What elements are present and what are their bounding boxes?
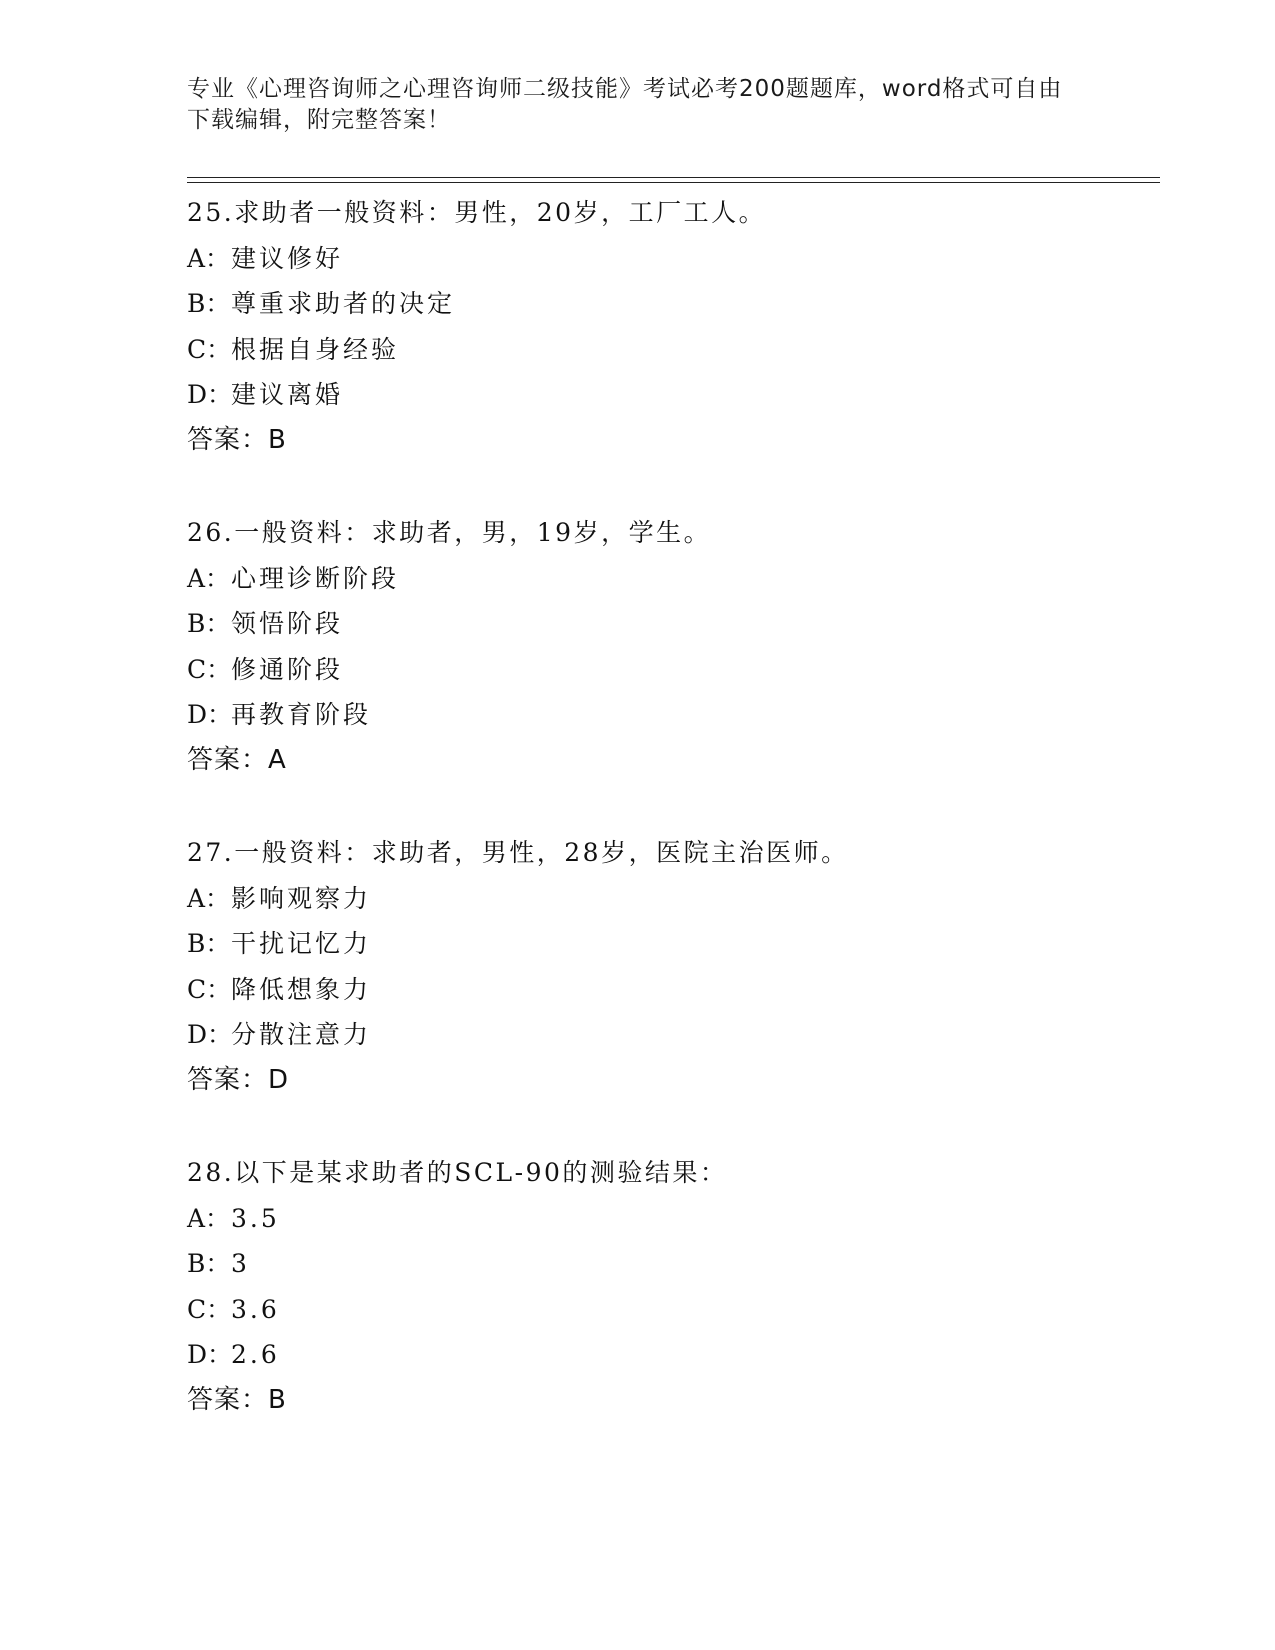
question-27 <box>187 830 1137 1103</box>
option-text: 3 <box>231 1249 250 1278</box>
question-28 <box>187 1150 1137 1423</box>
question-stem: 26.一般资料：求助者，男，19岁，学生。 <box>187 518 712 547</box>
option-letter: A： <box>187 243 231 273</box>
answer-line: 答案：B <box>187 424 287 455</box>
option-text: 建议修好 <box>231 243 344 273</box>
option-letter: C： <box>187 974 232 1004</box>
option-a <box>187 556 1137 602</box>
answer-line: 答案：A <box>187 744 287 775</box>
option-c <box>187 967 1137 1013</box>
question-25 <box>187 190 1137 463</box>
option-a <box>187 236 1137 282</box>
option-b <box>187 601 1137 647</box>
option-text: 2.6 <box>231 1340 280 1369</box>
option-text: 根据自身经验 <box>231 334 400 364</box>
option-text: 心理诊断阶段 <box>231 563 400 593</box>
option-a <box>187 1196 1137 1242</box>
option-text: 修通阶段 <box>231 654 344 684</box>
option-letter: B： <box>187 609 231 638</box>
option-d <box>187 692 1137 738</box>
option-text: 干扰记忆力 <box>231 929 372 958</box>
option-d <box>187 1332 1137 1378</box>
question-stem: 25.求助者一般资料：男性，20岁，工厂工人。 <box>187 198 767 227</box>
option-text: 3.6 <box>231 1294 280 1324</box>
option-letter: D： <box>187 700 233 729</box>
option-a <box>187 876 1137 922</box>
option-letter: C： <box>187 654 232 684</box>
answer-line: 答案：D <box>187 1064 290 1095</box>
option-text: 尊重求助者的决定 <box>231 289 456 318</box>
option-letter: A： <box>187 563 231 593</box>
question-list <box>187 190 1137 1470</box>
question-26 <box>187 510 1137 783</box>
document-header <box>187 74 1077 136</box>
option-letter: A： <box>187 1203 231 1233</box>
question-stem: 27.一般资料：求助者，男性，28岁，医院主治医师。 <box>187 838 849 867</box>
option-b <box>187 281 1137 327</box>
document-title: 专业《心理咨询师之心理咨询师二级技能》考试必考200题题库，word格式可自由下载编辑，附完整答案！ <box>187 76 1063 133</box>
option-b <box>187 921 1137 967</box>
option-d <box>187 372 1137 418</box>
option-b <box>187 1241 1137 1287</box>
option-letter: C： <box>187 1294 232 1324</box>
double-rule-divider <box>187 177 1160 183</box>
option-letter: B： <box>187 1249 231 1278</box>
option-text: 建议离婚 <box>231 380 344 409</box>
option-text: 分散注意力 <box>231 1020 372 1049</box>
option-c <box>187 327 1137 373</box>
answer-line: 答案：B <box>187 1384 287 1415</box>
option-text: 再教育阶段 <box>231 700 372 729</box>
option-letter: B： <box>187 289 231 318</box>
option-text: 3.5 <box>231 1203 280 1233</box>
option-letter: D： <box>187 1020 233 1049</box>
option-letter: C： <box>187 334 232 364</box>
option-d <box>187 1012 1137 1058</box>
question-stem: 28.以下是某求助者的SCL-90的测验结果： <box>187 1158 728 1187</box>
option-text: 降低想象力 <box>231 974 372 1004</box>
option-letter: A： <box>187 883 231 913</box>
option-letter: B： <box>187 929 231 958</box>
option-letter: D： <box>187 1340 233 1369</box>
option-text: 影响观察力 <box>231 883 372 913</box>
option-text: 领悟阶段 <box>231 609 344 638</box>
option-c <box>187 1287 1137 1333</box>
option-c <box>187 647 1137 693</box>
option-letter: D： <box>187 380 233 409</box>
